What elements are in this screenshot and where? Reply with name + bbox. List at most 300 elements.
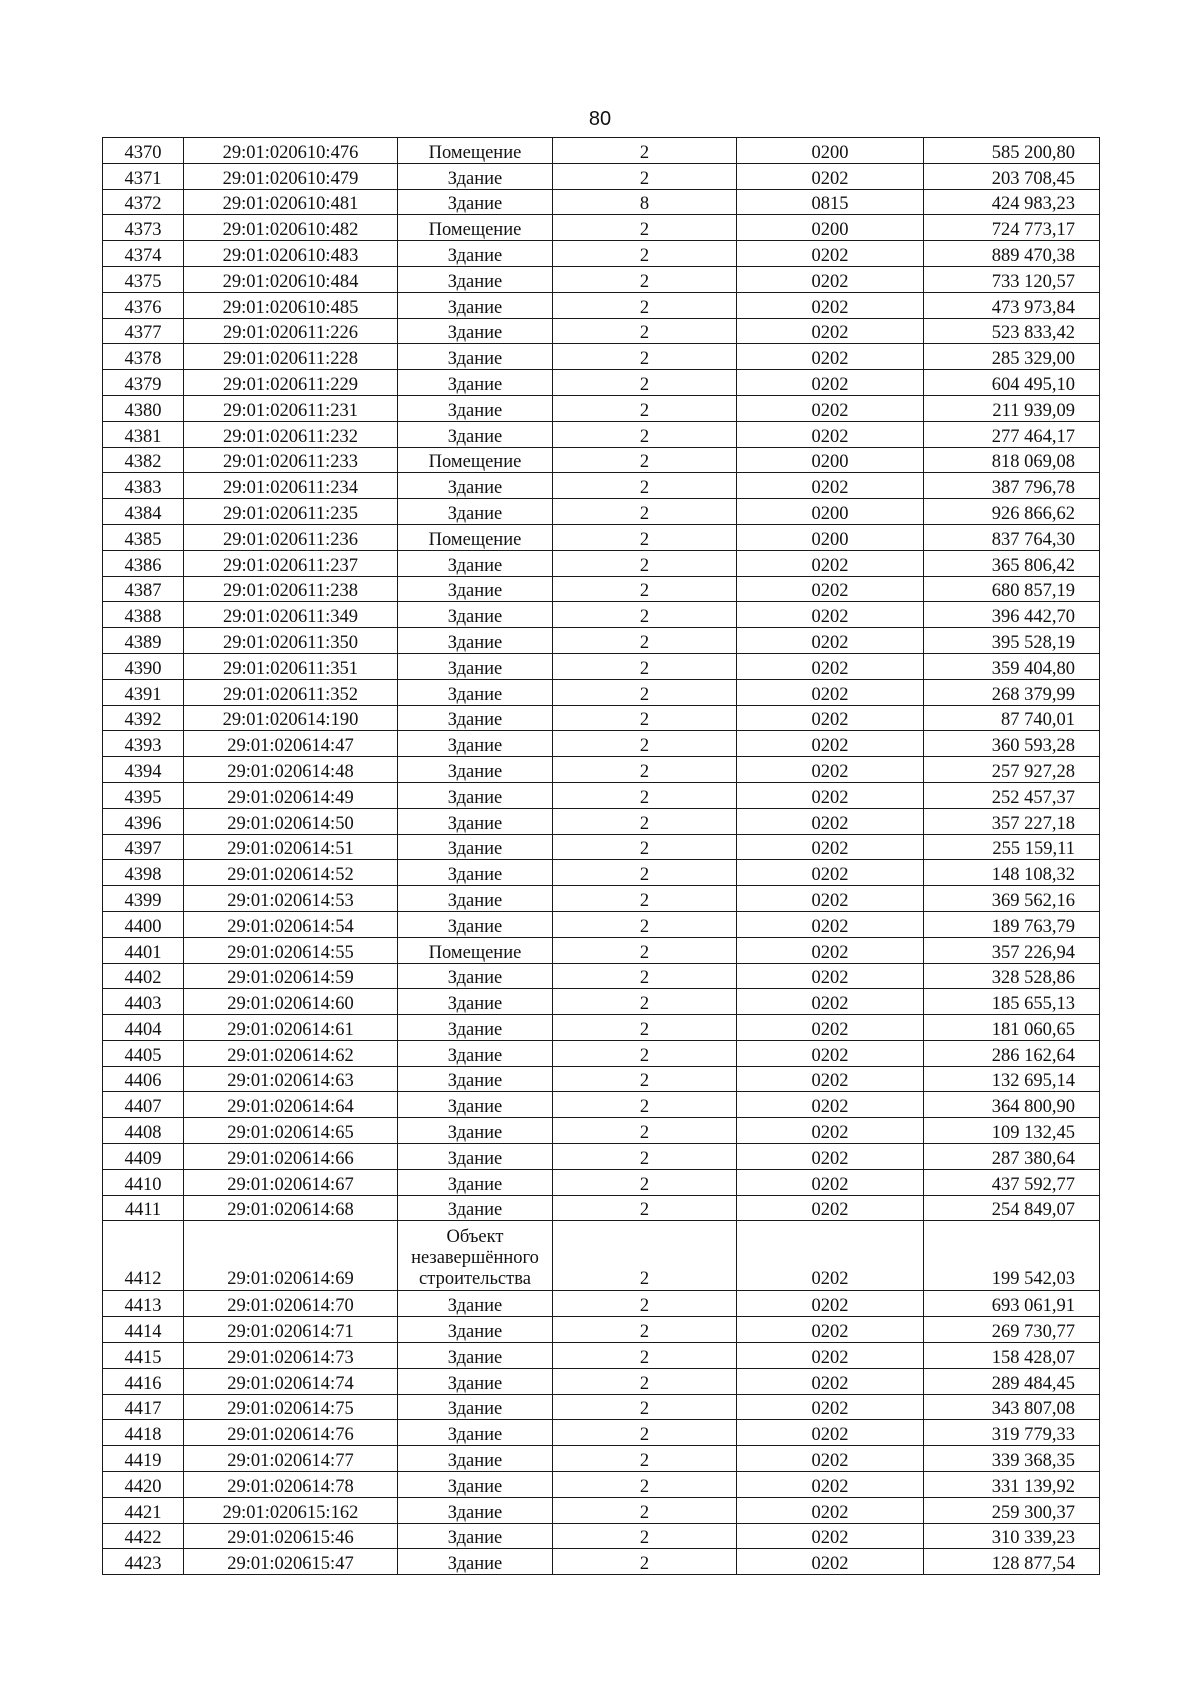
table-row xyxy=(103,241,1100,267)
row-number-cell: 4414 xyxy=(103,1317,184,1343)
object-type-cell: Здание xyxy=(398,421,553,447)
row-number-cell: 4379 xyxy=(103,370,184,396)
table-row xyxy=(103,524,1100,550)
group-code-cell: 2 xyxy=(553,731,737,757)
object-type-cell: Здание xyxy=(398,1394,553,1420)
row-number-cell: 4400 xyxy=(103,911,184,937)
subgroup-code-cell: 0202 xyxy=(737,782,924,808)
subgroup-code-cell: 0202 xyxy=(737,318,924,344)
object-type-cell: Здание xyxy=(398,1317,553,1343)
table-row xyxy=(103,550,1100,576)
row-number-cell: 4409 xyxy=(103,1144,184,1170)
object-type-cell: Здание xyxy=(398,499,553,525)
group-code-cell: 2 xyxy=(553,266,737,292)
object-type-cell: Здание xyxy=(398,1144,553,1170)
table-row xyxy=(103,1368,1100,1394)
object-type-cell: Здание xyxy=(398,1195,553,1221)
group-code-cell: 2 xyxy=(553,163,737,189)
cadastral-number-cell: 29:01:020611:234 xyxy=(184,473,398,499)
cadastral-value-cell: 319 779,33 xyxy=(924,1420,1100,1446)
cadastral-value-cell: 585 200,80 xyxy=(924,138,1100,164)
cadastral-value-cell: 724 773,17 xyxy=(924,215,1100,241)
subgroup-code-cell: 0202 xyxy=(737,937,924,963)
row-number-cell: 4370 xyxy=(103,138,184,164)
group-code-cell: 2 xyxy=(553,602,737,628)
object-type-cell: Здание xyxy=(398,344,553,370)
cadastral-value-cell: 604 495,10 xyxy=(924,370,1100,396)
object-type-cell: Здание xyxy=(398,834,553,860)
object-type-cell: Здание xyxy=(398,1169,553,1195)
subgroup-code-cell: 0202 xyxy=(737,1420,924,1446)
cadastral-value-cell: 109 132,45 xyxy=(924,1118,1100,1144)
group-code-cell: 2 xyxy=(553,421,737,447)
cadastral-value-cell: 286 162,64 xyxy=(924,1040,1100,1066)
cadastral-value-cell: 128 877,54 xyxy=(924,1549,1100,1575)
cadastral-value-cell: 364 800,90 xyxy=(924,1092,1100,1118)
object-type-cell: Здание xyxy=(398,1291,553,1317)
object-type-cell: Здание xyxy=(398,1015,553,1041)
row-number-cell: 4390 xyxy=(103,653,184,679)
table-row xyxy=(103,834,1100,860)
row-number-cell: 4394 xyxy=(103,757,184,783)
group-code-cell: 2 xyxy=(553,1169,737,1195)
cadastral-value-cell: 680 857,19 xyxy=(924,576,1100,602)
object-type-cell: Здание xyxy=(398,860,553,886)
subgroup-code-cell: 0202 xyxy=(737,1221,924,1291)
cadastral-number-cell: 29:01:020614:68 xyxy=(184,1195,398,1221)
cadastral-number-cell: 29:01:020611:235 xyxy=(184,499,398,525)
group-code-cell: 2 xyxy=(553,1420,737,1446)
group-code-cell: 2 xyxy=(553,1343,737,1369)
subgroup-code-cell: 0202 xyxy=(737,163,924,189)
cadastral-number-cell: 29:01:020611:232 xyxy=(184,421,398,447)
cadastral-number-cell: 29:01:020614:47 xyxy=(184,731,398,757)
subgroup-code-cell: 0202 xyxy=(737,292,924,318)
cadastral-value-cell: 523 833,42 xyxy=(924,318,1100,344)
cadastral-value-cell: 837 764,30 xyxy=(924,524,1100,550)
object-type-cell: Здание xyxy=(398,1118,553,1144)
table-row xyxy=(103,705,1100,731)
cadastral-value-cell: 252 457,37 xyxy=(924,782,1100,808)
cadastral-value-cell: 387 796,78 xyxy=(924,473,1100,499)
group-code-cell: 2 xyxy=(553,782,737,808)
object-type-cell: Здание xyxy=(398,1446,553,1472)
table-row xyxy=(103,653,1100,679)
object-type-cell: Здание xyxy=(398,1420,553,1446)
cadastral-number-cell: 29:01:020614:59 xyxy=(184,963,398,989)
row-number-cell: 4374 xyxy=(103,241,184,267)
table-row xyxy=(103,189,1100,215)
object-type-cell: Здание xyxy=(398,731,553,757)
cadastral-number-cell: 29:01:020611:236 xyxy=(184,524,398,550)
table-row xyxy=(103,576,1100,602)
group-code-cell: 2 xyxy=(553,1368,737,1394)
group-code-cell: 2 xyxy=(553,1221,737,1291)
row-number-cell: 4408 xyxy=(103,1118,184,1144)
cadastral-number-cell: 29:01:020611:351 xyxy=(184,653,398,679)
cadastral-value-cell: 360 593,28 xyxy=(924,731,1100,757)
table-row xyxy=(103,395,1100,421)
table-body xyxy=(103,138,1100,1575)
table-row xyxy=(103,473,1100,499)
object-type-cell: Здание xyxy=(398,241,553,267)
object-type-cell: Здание xyxy=(398,653,553,679)
row-number-cell: 4383 xyxy=(103,473,184,499)
cadastral-value-cell: 369 562,16 xyxy=(924,886,1100,912)
subgroup-code-cell: 0202 xyxy=(737,1144,924,1170)
cadastral-value-cell: 289 484,45 xyxy=(924,1368,1100,1394)
cadastral-value-cell: 395 528,19 xyxy=(924,628,1100,654)
cadastral-number-cell: 29:01:020610:484 xyxy=(184,266,398,292)
table-row xyxy=(103,602,1100,628)
object-type-cell: Здание xyxy=(398,292,553,318)
object-type-cell: Здание xyxy=(398,782,553,808)
subgroup-code-cell: 0202 xyxy=(737,1015,924,1041)
object-type-cell: Здание xyxy=(398,550,553,576)
cadastral-number-cell: 29:01:020614:74 xyxy=(184,1368,398,1394)
cadastral-value-cell: 926 866,62 xyxy=(924,499,1100,525)
cadastral-value-cell: 181 060,65 xyxy=(924,1015,1100,1041)
group-code-cell: 2 xyxy=(553,1472,737,1498)
group-code-cell: 2 xyxy=(553,1092,737,1118)
table-row xyxy=(103,731,1100,757)
cadastral-value-cell: 328 528,86 xyxy=(924,963,1100,989)
table-row xyxy=(103,1015,1100,1041)
subgroup-code-cell: 0202 xyxy=(737,1291,924,1317)
cadastral-number-cell: 29:01:020614:49 xyxy=(184,782,398,808)
cadastral-number-cell: 29:01:020614:67 xyxy=(184,1169,398,1195)
object-type-cell: Здание xyxy=(398,989,553,1015)
subgroup-code-cell: 0202 xyxy=(737,1169,924,1195)
cadastral-value-cell: 257 927,28 xyxy=(924,757,1100,783)
row-number-cell: 4372 xyxy=(103,189,184,215)
subgroup-code-cell: 0202 xyxy=(737,1092,924,1118)
cadastral-number-cell: 29:01:020614:71 xyxy=(184,1317,398,1343)
cadastral-value-cell: 365 806,42 xyxy=(924,550,1100,576)
subgroup-code-cell: 0202 xyxy=(737,808,924,834)
table-row xyxy=(103,1472,1100,1498)
group-code-cell: 2 xyxy=(553,473,737,499)
row-number-cell: 4399 xyxy=(103,886,184,912)
table-row xyxy=(103,1195,1100,1221)
object-type-cell: Помещение xyxy=(398,524,553,550)
subgroup-code-cell: 0202 xyxy=(737,911,924,937)
row-number-cell: 4373 xyxy=(103,215,184,241)
row-number-cell: 4423 xyxy=(103,1549,184,1575)
cadastral-number-cell: 29:01:020614:73 xyxy=(184,1343,398,1369)
row-number-cell: 4405 xyxy=(103,1040,184,1066)
table-row xyxy=(103,628,1100,654)
cadastral-value-cell: 199 542,03 xyxy=(924,1221,1100,1291)
group-code-cell: 2 xyxy=(553,292,737,318)
object-type-cell: Помещение xyxy=(398,138,553,164)
cadastral-number-cell: 29:01:020610:481 xyxy=(184,189,398,215)
subgroup-code-cell: 0202 xyxy=(737,1497,924,1523)
group-code-cell: 2 xyxy=(553,860,737,886)
object-type-cell: Здание xyxy=(398,1092,553,1118)
subgroup-code-cell: 0202 xyxy=(737,731,924,757)
cadastral-number-cell: 29:01:020614:52 xyxy=(184,860,398,886)
group-code-cell: 2 xyxy=(553,550,737,576)
cadastral-number-cell: 29:01:020614:69 xyxy=(184,1221,398,1291)
table-row xyxy=(103,989,1100,1015)
row-number-cell: 4398 xyxy=(103,860,184,886)
cadastral-value-cell: 259 300,37 xyxy=(924,1497,1100,1523)
group-code-cell: 2 xyxy=(553,705,737,731)
group-code-cell: 2 xyxy=(553,653,737,679)
cadastral-number-cell: 29:01:020614:66 xyxy=(184,1144,398,1170)
row-number-cell: 4411 xyxy=(103,1195,184,1221)
cadastral-value-cell: 203 708,45 xyxy=(924,163,1100,189)
subgroup-code-cell: 0202 xyxy=(737,421,924,447)
subgroup-code-cell: 0202 xyxy=(737,1523,924,1549)
subgroup-code-cell: 0202 xyxy=(737,1066,924,1092)
table-row xyxy=(103,1040,1100,1066)
cadastral-value-cell: 310 339,23 xyxy=(924,1523,1100,1549)
cadastral-value-cell: 693 061,91 xyxy=(924,1291,1100,1317)
subgroup-code-cell: 0202 xyxy=(737,266,924,292)
row-number-cell: 4402 xyxy=(103,963,184,989)
subgroup-code-cell: 0202 xyxy=(737,834,924,860)
cadastral-value-cell: 254 849,07 xyxy=(924,1195,1100,1221)
row-number-cell: 4397 xyxy=(103,834,184,860)
object-type-cell: Здание xyxy=(398,1343,553,1369)
cadastral-value-cell: 733 120,57 xyxy=(924,266,1100,292)
group-code-cell: 2 xyxy=(553,1066,737,1092)
group-code-cell: 2 xyxy=(553,1291,737,1317)
table-row xyxy=(103,1420,1100,1446)
object-type-cell: Объект незавершённого строительства xyxy=(398,1221,553,1291)
table-row xyxy=(103,1549,1100,1575)
row-number-cell: 4415 xyxy=(103,1343,184,1369)
cadastral-number-cell: 29:01:020615:162 xyxy=(184,1497,398,1523)
table-row xyxy=(103,808,1100,834)
cadastral-number-cell: 29:01:020611:350 xyxy=(184,628,398,654)
table-row xyxy=(103,1169,1100,1195)
cadastral-value-cell: 437 592,77 xyxy=(924,1169,1100,1195)
cadastral-value-cell: 185 655,13 xyxy=(924,989,1100,1015)
group-code-cell: 2 xyxy=(553,1118,737,1144)
cadastral-number-cell: 29:01:020610:479 xyxy=(184,163,398,189)
group-code-cell: 2 xyxy=(553,1015,737,1041)
cadastral-value-cell: 211 939,09 xyxy=(924,395,1100,421)
object-type-cell: Здание xyxy=(398,1066,553,1092)
group-code-cell: 2 xyxy=(553,447,737,473)
subgroup-code-cell: 0202 xyxy=(737,473,924,499)
object-type-cell: Здание xyxy=(398,189,553,215)
object-type-cell: Здание xyxy=(398,1523,553,1549)
object-type-cell: Здание xyxy=(398,576,553,602)
row-number-cell: 4388 xyxy=(103,602,184,628)
cadastral-value-cell: 396 442,70 xyxy=(924,602,1100,628)
subgroup-code-cell: 0202 xyxy=(737,576,924,602)
subgroup-code-cell: 0202 xyxy=(737,1317,924,1343)
subgroup-code-cell: 0202 xyxy=(737,1446,924,1472)
row-number-cell: 4391 xyxy=(103,679,184,705)
subgroup-code-cell: 0202 xyxy=(737,1549,924,1575)
row-number-cell: 4396 xyxy=(103,808,184,834)
cadastral-number-cell: 29:01:020614:75 xyxy=(184,1394,398,1420)
subgroup-code-cell: 0200 xyxy=(737,499,924,525)
table-row xyxy=(103,1066,1100,1092)
object-type-cell: Здание xyxy=(398,1497,553,1523)
subgroup-code-cell: 0202 xyxy=(737,860,924,886)
cadastral-number-cell: 29:01:020615:46 xyxy=(184,1523,398,1549)
table-row xyxy=(103,886,1100,912)
group-code-cell: 2 xyxy=(553,241,737,267)
table-row xyxy=(103,757,1100,783)
row-number-cell: 4382 xyxy=(103,447,184,473)
row-number-cell: 4377 xyxy=(103,318,184,344)
group-code-cell: 2 xyxy=(553,344,737,370)
table-row xyxy=(103,1394,1100,1420)
row-number-cell: 4418 xyxy=(103,1420,184,1446)
group-code-cell: 2 xyxy=(553,911,737,937)
object-type-cell: Здание xyxy=(398,679,553,705)
object-type-cell: Здание xyxy=(398,886,553,912)
cadastral-number-cell: 29:01:020610:483 xyxy=(184,241,398,267)
cadastral-number-cell: 29:01:020614:60 xyxy=(184,989,398,1015)
group-code-cell: 2 xyxy=(553,1446,737,1472)
cadastral-value-cell: 132 695,14 xyxy=(924,1066,1100,1092)
table-row xyxy=(103,370,1100,396)
group-code-cell: 2 xyxy=(553,1040,737,1066)
row-number-cell: 4416 xyxy=(103,1368,184,1394)
group-code-cell: 2 xyxy=(553,318,737,344)
row-number-cell: 4421 xyxy=(103,1497,184,1523)
subgroup-code-cell: 0202 xyxy=(737,963,924,989)
row-number-cell: 4393 xyxy=(103,731,184,757)
row-number-cell: 4385 xyxy=(103,524,184,550)
cadastral-value-cell: 424 983,23 xyxy=(924,189,1100,215)
cadastral-value-cell: 473 973,84 xyxy=(924,292,1100,318)
cadastral-number-cell: 29:01:020614:77 xyxy=(184,1446,398,1472)
cadastral-value-cell: 357 226,94 xyxy=(924,937,1100,963)
group-code-cell: 2 xyxy=(553,937,737,963)
table-row xyxy=(103,292,1100,318)
cadastral-value-cell: 339 368,35 xyxy=(924,1446,1100,1472)
subgroup-code-cell: 0202 xyxy=(737,653,924,679)
object-type-cell: Здание xyxy=(398,266,553,292)
object-type-cell: Здание xyxy=(398,395,553,421)
cadastral-value-table xyxy=(102,137,1100,1575)
group-code-cell: 2 xyxy=(553,808,737,834)
cadastral-number-cell: 29:01:020611:237 xyxy=(184,550,398,576)
table-row xyxy=(103,679,1100,705)
object-type-cell: Помещение xyxy=(398,447,553,473)
group-code-cell: 2 xyxy=(553,628,737,654)
row-number-cell: 4412 xyxy=(103,1221,184,1291)
table-row xyxy=(103,1291,1100,1317)
group-code-cell: 2 xyxy=(553,1144,737,1170)
row-number-cell: 4378 xyxy=(103,344,184,370)
row-number-cell: 4376 xyxy=(103,292,184,318)
cadastral-value-cell: 287 380,64 xyxy=(924,1144,1100,1170)
cadastral-value-cell: 189 763,79 xyxy=(924,911,1100,937)
cadastral-number-cell: 29:01:020610:485 xyxy=(184,292,398,318)
group-code-cell: 2 xyxy=(553,499,737,525)
cadastral-value-cell: 87 740,01 xyxy=(924,705,1100,731)
cadastral-value-cell: 343 807,08 xyxy=(924,1394,1100,1420)
subgroup-code-cell: 0202 xyxy=(737,705,924,731)
group-code-cell: 2 xyxy=(553,963,737,989)
row-number-cell: 4395 xyxy=(103,782,184,808)
subgroup-code-cell: 0202 xyxy=(737,602,924,628)
group-code-cell: 2 xyxy=(553,576,737,602)
object-type-cell: Здание xyxy=(398,1549,553,1575)
cadastral-number-cell: 29:01:020614:55 xyxy=(184,937,398,963)
table-row xyxy=(103,860,1100,886)
row-number-cell: 4387 xyxy=(103,576,184,602)
cadastral-number-cell: 29:01:020611:229 xyxy=(184,370,398,396)
subgroup-code-cell: 0202 xyxy=(737,550,924,576)
row-number-cell: 4375 xyxy=(103,266,184,292)
table-row xyxy=(103,163,1100,189)
subgroup-code-cell: 0202 xyxy=(737,1195,924,1221)
table-row xyxy=(103,215,1100,241)
subgroup-code-cell: 0202 xyxy=(737,1394,924,1420)
cadastral-value-cell: 158 428,07 xyxy=(924,1343,1100,1369)
object-type-cell: Здание xyxy=(398,808,553,834)
group-code-cell: 2 xyxy=(553,679,737,705)
cadastral-value-cell: 255 159,11 xyxy=(924,834,1100,860)
subgroup-code-cell: 0202 xyxy=(737,241,924,267)
row-number-cell: 4413 xyxy=(103,1291,184,1317)
row-number-cell: 4422 xyxy=(103,1523,184,1549)
cadastral-number-cell: 29:01:020614:62 xyxy=(184,1040,398,1066)
row-number-cell: 4420 xyxy=(103,1472,184,1498)
row-number-cell: 4407 xyxy=(103,1092,184,1118)
cadastral-value-cell: 285 329,00 xyxy=(924,344,1100,370)
object-type-cell: Помещение xyxy=(398,937,553,963)
cadastral-value-cell: 148 108,32 xyxy=(924,860,1100,886)
cadastral-number-cell: 29:01:020610:482 xyxy=(184,215,398,241)
subgroup-code-cell: 0202 xyxy=(737,628,924,654)
table-row xyxy=(103,963,1100,989)
object-type-cell: Здание xyxy=(398,1040,553,1066)
group-code-cell: 2 xyxy=(553,370,737,396)
subgroup-code-cell: 0200 xyxy=(737,447,924,473)
row-number-cell: 4392 xyxy=(103,705,184,731)
subgroup-code-cell: 0202 xyxy=(737,679,924,705)
cadastral-number-cell: 29:01:020611:349 xyxy=(184,602,398,628)
cadastral-number-cell: 29:01:020614:50 xyxy=(184,808,398,834)
cadastral-number-cell: 29:01:020614:54 xyxy=(184,911,398,937)
subgroup-code-cell: 0202 xyxy=(737,1368,924,1394)
cadastral-number-cell: 29:01:020614:65 xyxy=(184,1118,398,1144)
page-number: 80 xyxy=(588,108,612,130)
subgroup-code-cell: 0202 xyxy=(737,757,924,783)
cadastral-value-cell: 357 227,18 xyxy=(924,808,1100,834)
row-number-cell: 4381 xyxy=(103,421,184,447)
object-type-cell: Здание xyxy=(398,705,553,731)
object-type-cell: Здание xyxy=(398,370,553,396)
table-row xyxy=(103,1343,1100,1369)
subgroup-code-cell: 0202 xyxy=(737,370,924,396)
object-type-cell: Здание xyxy=(398,163,553,189)
row-number-cell: 4401 xyxy=(103,937,184,963)
row-number-cell: 4371 xyxy=(103,163,184,189)
subgroup-code-cell: 0202 xyxy=(737,1118,924,1144)
cadastral-number-cell: 29:01:020611:226 xyxy=(184,318,398,344)
group-code-cell: 2 xyxy=(553,1195,737,1221)
row-number-cell: 4386 xyxy=(103,550,184,576)
object-type-cell: Здание xyxy=(398,757,553,783)
group-code-cell: 2 xyxy=(553,1497,737,1523)
cadastral-number-cell: 29:01:020614:190 xyxy=(184,705,398,731)
cadastral-number-cell: 29:01:020614:70 xyxy=(184,1291,398,1317)
cadastral-number-cell: 29:01:020610:476 xyxy=(184,138,398,164)
